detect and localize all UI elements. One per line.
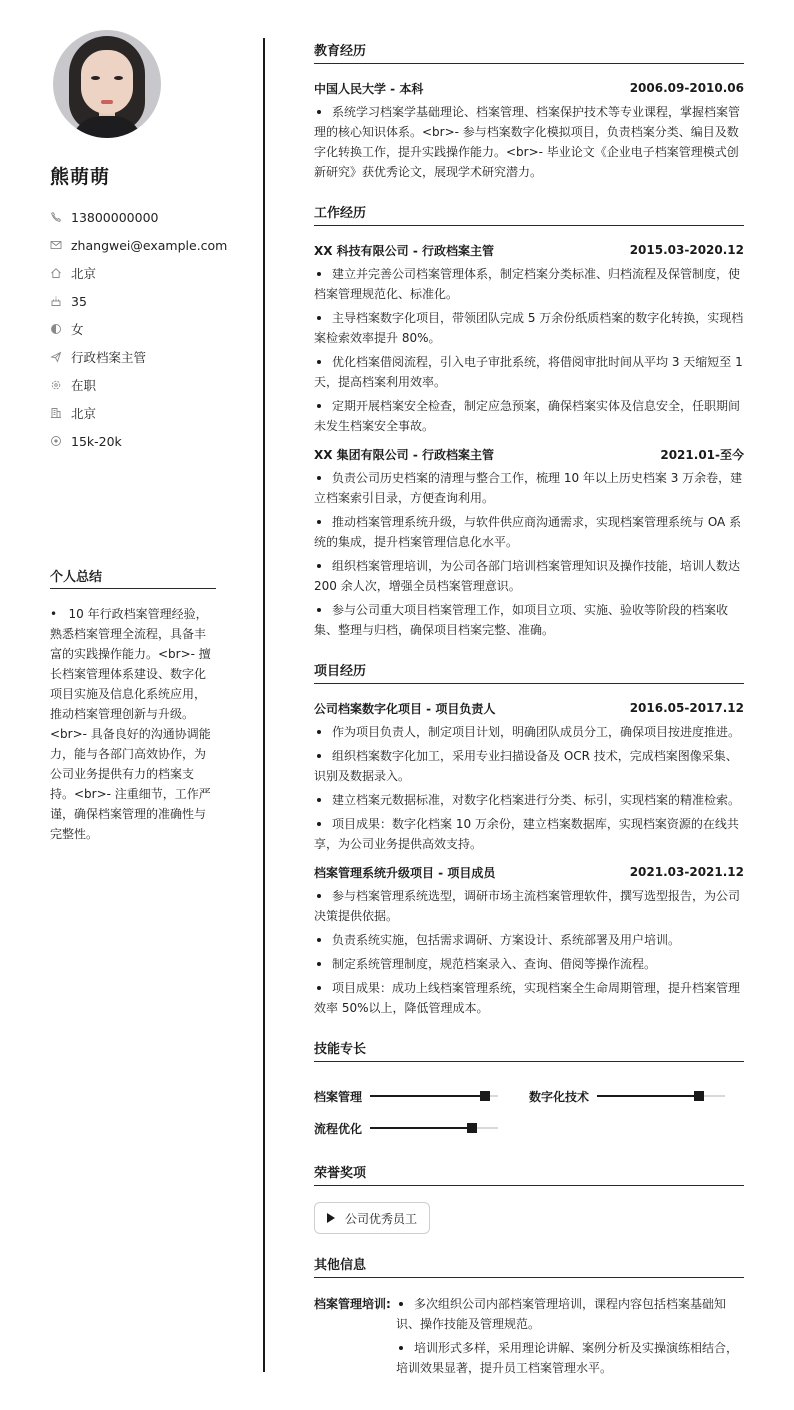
email-text: zhangwei@example.com xyxy=(71,237,228,253)
project-date: 2021.03-2021.12 xyxy=(629,865,744,879)
project-bullets xyxy=(314,886,744,1018)
home-icon xyxy=(50,267,62,279)
other-label: 档案管理培训: xyxy=(314,1297,391,1311)
info-row-age xyxy=(50,287,216,315)
project-org: 档案管理系统升级项目 - 项目成员 xyxy=(314,865,496,880)
list-item: 培训形式多样，采用理论讲解、案例分析及实操演练相结合，培训效果显著，提升员工档案管理水平。 xyxy=(396,1338,744,1378)
contact-info xyxy=(50,203,228,455)
info-row-position xyxy=(50,343,216,371)
list-item: 制定系统管理制度，规范档案录入、查询、借阅等操作流程。 xyxy=(314,954,744,974)
info-row-location xyxy=(50,399,216,427)
project-date: 2016.05-2017.12 xyxy=(629,701,744,715)
list-item: 组织档案数字化加工，采用专业扫描设备及 OCR 技术，完成档案图像采集、识别及数据录入。 xyxy=(314,746,744,786)
list-item: 参与公司重大项目档案管理工作，如项目立项、实施、验收等阶段的档案收集、整理与归档，确保项目档案完整、准确。 xyxy=(314,600,744,640)
work-entry-header xyxy=(314,242,744,258)
info-row-phone xyxy=(50,203,216,231)
list-item: 主导档案数字化项目，带领团队完成 5 万余份纸质档案的数字化转换，实现档案检索效率提升 80%。 xyxy=(314,308,744,348)
avatar-face xyxy=(81,50,133,114)
skill-label: 流程优化 xyxy=(314,1121,363,1136)
age-text: 35 xyxy=(71,293,87,309)
education-entry-header xyxy=(314,80,744,96)
awards-title: 荣誉奖项 xyxy=(314,1162,744,1186)
status-icon xyxy=(50,379,62,391)
list-item: 定期开展档案安全检查，制定应急预案，确保档案实体及信息安全，任职期间未发生档案安全事故。 xyxy=(314,396,744,436)
location-text: 北京 xyxy=(71,406,97,421)
skill-label: 数字化技术 xyxy=(529,1089,590,1104)
work-title: 工作经历 xyxy=(314,202,744,226)
list-item: 负责公司历史档案的清理与整合工作，梳理 10 年以上历史档案 3 万余卷，建立档案索引目录，方便查询利用。 xyxy=(314,468,744,508)
skill-slider xyxy=(597,1095,725,1097)
education-bullets xyxy=(314,102,744,182)
project-entry-header xyxy=(314,700,744,716)
education-title: 教育经历 xyxy=(314,40,744,64)
work-org: XX 科技有限公司 - 行政档案主管 xyxy=(314,243,495,258)
projects-section xyxy=(314,660,744,1018)
salary-text: 15k-20k xyxy=(71,433,122,449)
list-item: 参与档案管理系统选型，调研市场主流档案管理软件，撰写选型报告，为公司决策提供依据。 xyxy=(314,886,744,926)
work-org: XX 集团有限公司 - 行政档案主管 xyxy=(314,447,495,462)
project-entry-header xyxy=(314,864,744,880)
info-row-salary xyxy=(50,427,216,455)
award-label: 公司优秀员工 xyxy=(345,1211,418,1226)
work-bullets xyxy=(314,264,744,436)
list-item: 负责系统实施，包括需求调研、方案设计、系统部署及用户培训。 xyxy=(314,930,744,950)
gender-icon xyxy=(50,323,62,335)
skill-label: 档案管理 xyxy=(314,1089,363,1104)
summary-bullet-dot: • xyxy=(50,607,69,621)
profile-name: 熊萌萌 xyxy=(50,166,111,188)
skill-fill xyxy=(597,1095,699,1097)
award-item[interactable] xyxy=(314,1202,430,1234)
skills-title: 技能专长 xyxy=(314,1038,744,1062)
list-item: 项目成果：数字化档案 10 万余份，建立档案数据库，实现档案资源的在线共享，为公司业务提供高效支持。 xyxy=(314,814,744,854)
list-item: 组织档案管理培训，为公司各部门培训档案管理知识及操作技能，培训人数达 200 余人次，增强全员档案管理意识。 xyxy=(314,556,744,596)
list-item: 项目成果：成功上线档案管理系统，实现档案全生命周期管理，提升档案管理效率 50%以上，降低管理成本。 xyxy=(314,978,744,1018)
info-row-city xyxy=(50,259,216,287)
mail-icon xyxy=(50,239,62,251)
work-date: 2021.01-至今 xyxy=(660,447,744,462)
position-text: 行政档案主管 xyxy=(71,350,147,365)
education-date: 2006.09-2010.06 xyxy=(629,81,744,95)
salary-icon xyxy=(50,435,62,447)
send-icon xyxy=(50,351,62,363)
skill-item xyxy=(529,1088,744,1105)
cake-icon xyxy=(50,295,62,307)
avatar xyxy=(53,30,161,138)
other-entry xyxy=(314,1294,744,1382)
skill-item xyxy=(314,1120,535,1137)
skill-item xyxy=(314,1088,529,1105)
work-section xyxy=(314,202,744,640)
education-section xyxy=(314,40,744,182)
skill-fill xyxy=(370,1095,485,1097)
other-bullets xyxy=(396,1294,744,1382)
skill-fill xyxy=(370,1127,472,1129)
other-section xyxy=(314,1254,744,1382)
project-bullets xyxy=(314,722,744,854)
skill-slider xyxy=(370,1127,498,1129)
list-item: 推动档案管理系统升级，与软件供应商沟通需求，实现档案管理系统与 OA 系统的集成，提升档案管理信息化水平。 xyxy=(314,512,744,552)
avatar-eye xyxy=(91,76,100,80)
list-item: 优化档案借阅流程，引入电子审批系统，将借阅审批时间从平均 3 天缩短至 1 天，提高档案利用效率。 xyxy=(314,352,744,392)
left-column xyxy=(50,30,228,455)
column-divider xyxy=(263,38,265,1372)
education-org: 中国人民大学 - 本科 xyxy=(314,81,424,96)
skill-knob xyxy=(694,1091,704,1101)
awards-section xyxy=(314,1162,744,1234)
city-text: 北京 xyxy=(71,266,97,281)
other-title: 其他信息 xyxy=(314,1254,744,1278)
skill-knob xyxy=(467,1123,477,1133)
phone-icon xyxy=(50,211,62,223)
skill-row xyxy=(314,1112,744,1144)
play-icon xyxy=(327,1213,335,1223)
skills-list xyxy=(314,1080,744,1144)
skill-knob xyxy=(480,1091,490,1101)
projects-title: 项目经历 xyxy=(314,660,744,684)
list-item: 建立档案元数据标准，对数字化档案进行分类、标引，实现档案的精准检索。 xyxy=(314,790,744,810)
list-item: 作为项目负责人，制定项目计划，明确团队成员分工，确保项目按进度推进。 xyxy=(314,722,744,742)
gender-text: 女 xyxy=(71,322,84,337)
list-item: 系统学习档案学基础理论、档案管理、档案保护技术等专业课程，掌握档案管理的核心知识体系。<br>- 参与档案数字化模拟项目，负责档案分类、编目及数字化转换工作，提升实践操作能力。<br>- 毕业论文《企业电子档案管理模式创新研究》获优秀论文，展现学术研究潜力。 xyxy=(314,102,744,182)
info-row-gender xyxy=(50,315,216,343)
list-item: 建立并完善公司档案管理体系，制定档案分类标准、归档流程及保管制度，使档案管理规范化、标准化。 xyxy=(314,264,744,304)
avatar-lip xyxy=(101,100,113,104)
skills-section xyxy=(314,1038,744,1144)
skill-row xyxy=(314,1080,744,1112)
avatar-eye xyxy=(114,76,123,80)
list-item: 多次组织公司内部档案管理培训，课程内容包括档案基础知识、操作技能及管理规范。 xyxy=(396,1294,744,1334)
info-row-status xyxy=(50,371,216,399)
status-text: 在职 xyxy=(71,378,97,393)
right-column xyxy=(314,40,744,1382)
summary-title: 个人总结 xyxy=(50,566,216,589)
skill-slider xyxy=(370,1095,498,1097)
phone-text: 13800000000 xyxy=(71,209,159,225)
summary-text xyxy=(50,604,216,844)
work-entry-header xyxy=(314,446,744,462)
work-date: 2015.03-2020.12 xyxy=(629,243,744,257)
info-row-email xyxy=(50,231,228,259)
work-bullets xyxy=(314,468,744,640)
project-org: 公司档案数字化项目 - 项目负责人 xyxy=(314,701,496,716)
summary-section xyxy=(50,566,216,844)
building-icon xyxy=(50,407,62,419)
summary-body: 10 年行政档案管理经验，熟悉档案管理全流程，具备丰富的实践操作能力。<br>- 擅长档案管理体系建设、数字化项目实施及信息化系统应用，推动档案管理创新与升级。<br>- 具备良好的沟通协调能力，能与各部门高效协作，为公司业务提供有力的档案支持。<br>- 注重细节，工作严谨，确保档案管理的准确性与完整性。 xyxy=(50,607,211,841)
